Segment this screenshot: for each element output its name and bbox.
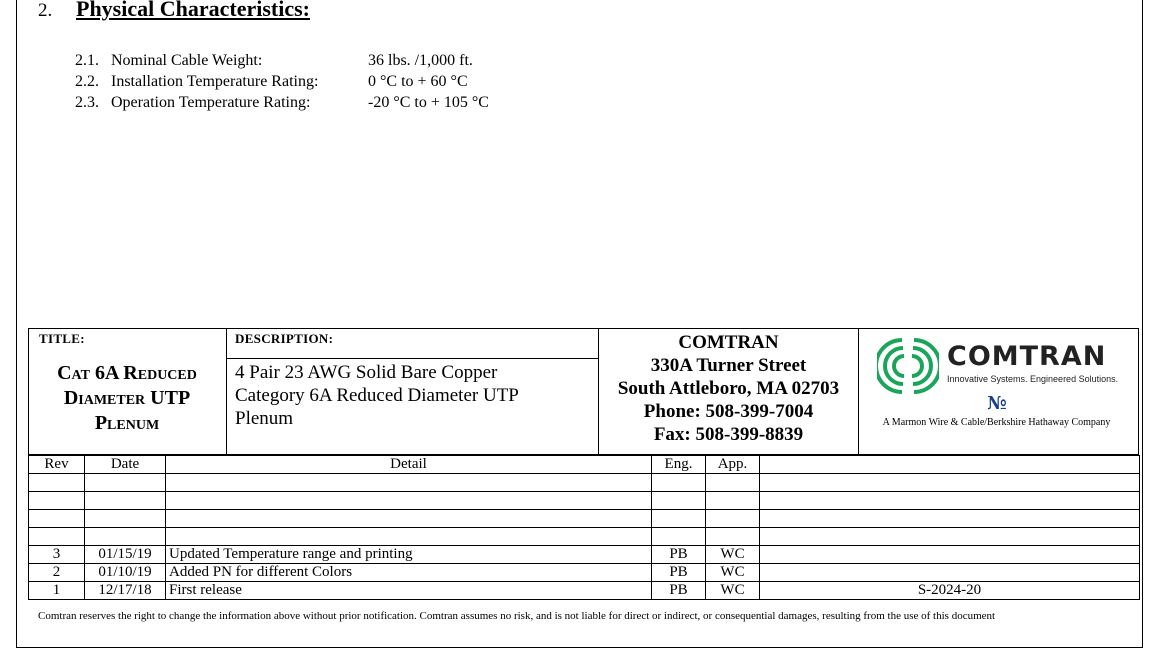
spec-value: 0 °C to + 60 °C [368,73,468,90]
spec-value: -20 °C to + 105 °C [368,94,489,111]
section-number: 2. [38,0,53,21]
table-row [29,510,1140,528]
date-cell: 01/15/19 [85,546,166,564]
logo-wordmark: COMTRAN [947,341,1107,372]
logo-cell [858,328,1139,455]
eng-header: Eng. [652,456,706,474]
document-number: S-2024-20 [760,582,1140,600]
app-cell: WC [706,546,760,564]
eng-cell [652,492,706,510]
rev-cell: 2 [29,564,85,582]
detail-cell [166,528,652,546]
description-divider [227,358,599,359]
rev-header: Rev [29,456,85,474]
detail-cell [166,474,652,492]
app-cell [706,528,760,546]
section-title: Physical Characteristics: [76,0,310,21]
table-row [29,528,1140,546]
spec-value: 36 lbs. /1,000 ft. [368,52,473,69]
app-cell: WC [706,582,760,600]
app-cell [706,510,760,528]
company-name: COMTRAN [678,332,779,353]
section-heading [38,0,310,22]
description-line: Category 6A Reduced Diameter UTP [235,385,519,406]
detail-header: Detail [166,456,652,474]
rev-cell: 3 [29,546,85,564]
company-street: 330A Turner Street [650,355,807,376]
spec-number: 2.2. [75,73,99,90]
eng-cell: PB [652,582,706,600]
company-fax: Fax: 508-399-8839 [653,424,804,445]
document-title [37,361,217,436]
extra-cell [760,510,1140,528]
date-cell [85,510,166,528]
title-line: Plenum [94,412,160,434]
description-label: DESCRIPTION: [235,331,334,346]
revision-header-row [29,456,1140,474]
eng-cell: PB [652,564,706,582]
description-line: 4 Pair 23 AWG Solid Bare Copper [235,362,498,383]
date-cell: 12/17/18 [85,582,166,600]
table-row [29,546,1140,564]
description-line: Plenum [235,408,294,429]
rev-cell [29,528,85,546]
rev-cell: 1 [29,582,85,600]
detail-cell: Added PN for different Colors [166,564,652,582]
company-city: South Attleboro, MA 02703 [617,378,840,399]
detail-cell: First release [166,582,652,600]
comtran-logo-icon [877,335,939,397]
date-cell: 01/10/19 [85,564,166,582]
spec-row [75,73,468,91]
date-cell [85,528,166,546]
spec-label: Operation Temperature Rating: [111,94,311,111]
detail-cell: Updated Temperature range and printing [166,546,652,564]
eng-cell [652,510,706,528]
date-header: Date [85,456,166,474]
extra-header [760,456,1140,474]
spec-number: 2.3. [75,94,99,111]
extra-cell [760,474,1140,492]
detail-cell [166,510,652,528]
title-label: TITLE: [39,331,85,346]
rev-cell [29,510,85,528]
extra-cell [760,546,1140,564]
company-address-cell [598,328,859,455]
spec-number: 2.1. [75,52,99,69]
app-cell [706,492,760,510]
eng-cell: PB [652,546,706,564]
spec-label: Installation Temperature Rating: [111,73,319,90]
extra-cell [760,528,1140,546]
logo-tagline: Innovative Systems. Engineered Solutions. [947,374,1119,384]
title-line: Diameter UTP [63,387,191,409]
detail-cell [166,492,652,510]
title-cell [28,328,227,455]
revision-table [28,455,1140,600]
marmon-logo-icon: № [987,393,1007,414]
table-row [29,474,1140,492]
rev-cell [29,474,85,492]
table-row [29,582,1140,600]
table-row [29,492,1140,510]
rev-cell [29,492,85,510]
date-cell [85,474,166,492]
app-cell [706,474,760,492]
table-row [29,564,1140,582]
date-cell [85,492,166,510]
app-cell: WC [706,564,760,582]
company-phone: Phone: 508-399-7004 [643,401,814,422]
company-address [599,329,858,446]
spec-row [75,52,473,70]
eng-cell [652,474,706,492]
description-text [235,361,519,430]
spec-label: Nominal Cable Weight: [111,52,263,69]
app-header: App. [706,456,760,474]
extra-cell [760,492,1140,510]
title-line: Cat 6A Reduced [57,362,197,384]
extra-cell [760,564,1140,582]
logo-parent-company: A Marmon Wire & Cable/Berkshire Hathaway Company [882,417,1111,428]
spec-row [75,94,489,112]
disclaimer-text: Comtran reserves the right to change the information above without prior notification. Comtran assumes no risk, and is not liable for direct or indirect, or consequential damages, resulting from the use of this document [38,610,996,622]
description-cell [226,328,599,455]
eng-cell [652,528,706,546]
